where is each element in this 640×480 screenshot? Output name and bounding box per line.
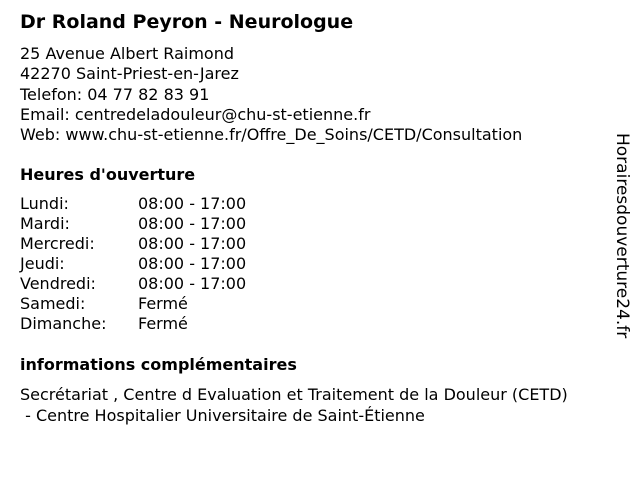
time-value: 08:00 - 17:00 [138,254,247,273]
address-street: 25 Avenue Albert Raimond [20,44,234,63]
day-label: Lundi: [20,194,69,213]
hours-row [20,214,280,234]
hours-heading: Heures d'ouverture [20,165,196,184]
day-label: Jeudi: [20,254,65,273]
extra-info-heading: informations complémentaires [20,355,297,374]
site-watermark [612,133,634,343]
time-value: Fermé [138,314,188,333]
time-value: 08:00 - 17:00 [138,234,247,253]
extra-info-line: - Centre Hospitalier Universitaire de Saint-Étienne [20,406,425,425]
day-label: Dimanche: [20,314,107,333]
phone-line: Telefon: 04 77 82 83 91 [20,84,210,104]
opening-hours-list [20,194,280,334]
hours-row [20,234,280,254]
email-line: Email: centredeladouleur@chu-st-etienne.fr [20,104,371,124]
hours-row [20,294,280,314]
hours-row [20,194,280,214]
extra-info-block [20,384,568,426]
day-label: Mercredi: [20,234,95,253]
time-value: 08:00 - 17:00 [138,274,247,293]
hours-row [20,274,280,294]
watermark-text: Horairesdouverture24.fr [612,133,632,339]
extra-info-line: Secrétariat , Centre d Evaluation et Traitement de la Douleur (CETD) [20,385,568,404]
hours-row [20,314,280,334]
time-value: Fermé [138,294,188,313]
day-label: Samedi: [20,294,86,313]
day-label: Mardi: [20,214,70,233]
hours-row [20,254,280,274]
contact-block [20,44,522,145]
page-title: Dr Roland Peyron - Neurologue [20,11,354,33]
web-line: Web: www.chu-st-etienne.fr/Offre_De_Soins/CETD/Consultation [20,125,523,145]
day-label: Vendredi: [20,274,96,293]
time-value: 08:00 - 17:00 [138,214,247,233]
time-value: 08:00 - 17:00 [138,194,247,213]
address-city: 42270 Saint-Priest-en-Jarez [20,64,239,84]
